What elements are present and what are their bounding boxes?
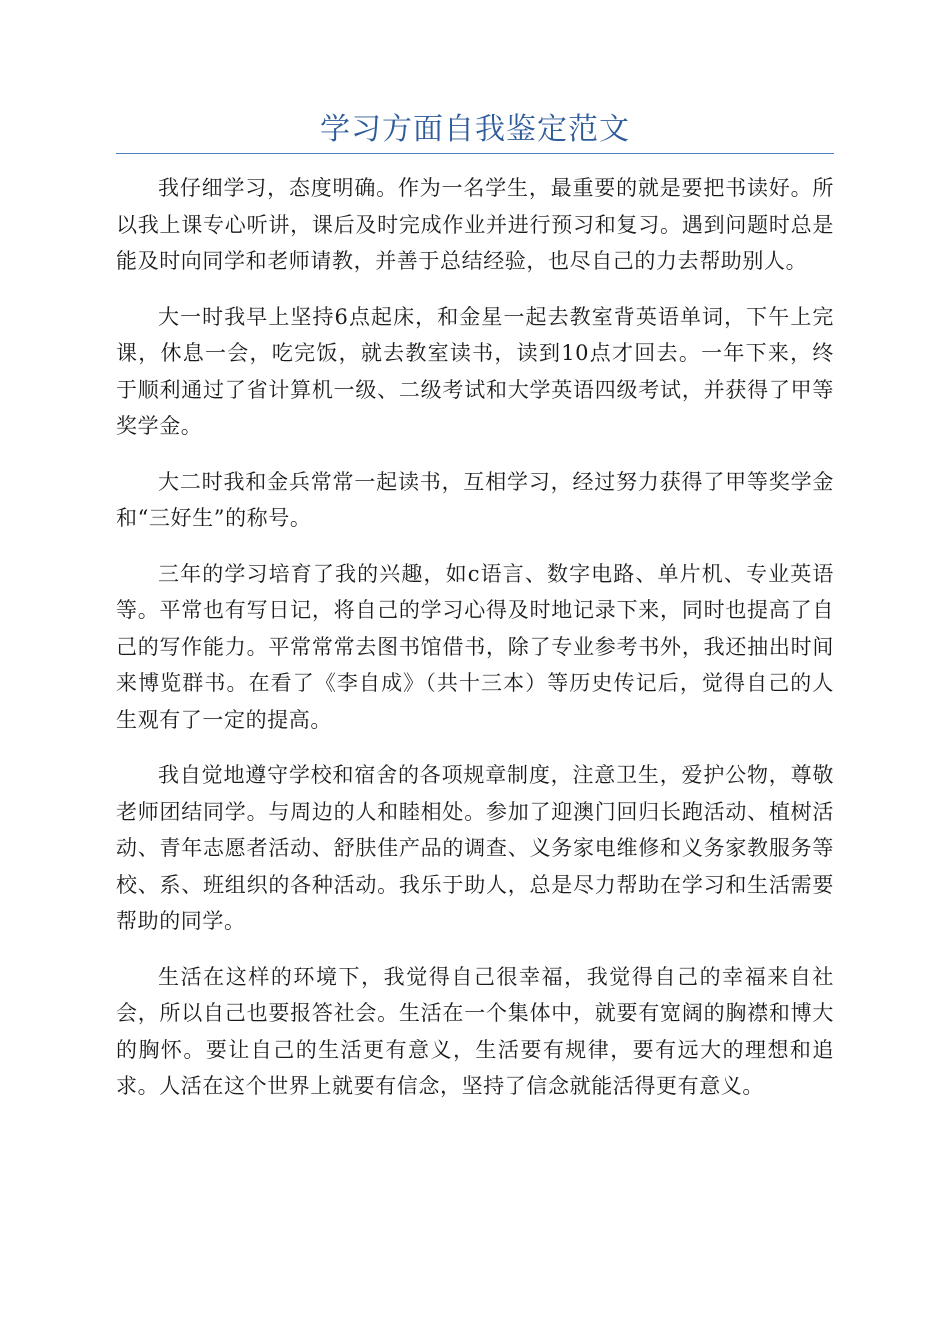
paragraph-4: 三年的学习培育了我的兴趣，如c语言、数字电路、单片机、专业英语等。平常也有写日记，将自己的学习心得及时地记录下来，同时也提高了自己的写作能力。平常常常去图书馆借书，除了专业参考书外，我还抽出时间来博览群书。在看了《李自成》（共十三本）等历史传记后，觉得自己的人生观有了一定的提高。 xyxy=(116,561,834,732)
paragraph-6: 生活在这样的环境下，我觉得自己很幸福，我觉得自己的幸福来自社会，所以自己也要报答社会。生活在一个集体中，就要有宽阔的胸襟和博大的胸怀。要让自己的生活更有意义，生活要有规律，要有远大的理想和追求。人活在这个世界上就要有信念，坚持了信念就能活得更有意义。 xyxy=(116,964,834,1098)
title-underline xyxy=(116,153,834,154)
paragraph-1: 我仔细学习，态度明确。作为一名学生，最重要的就是要把书读好。所以我上课专心听讲，课后及时完成作业并进行预习和复习。遇到问题时总是能及时向同学和老师请教，并善于总结经验，也尽自己的力去帮助别人。 xyxy=(116,176,834,273)
document-body xyxy=(116,170,834,1124)
paragraph-3: 大二时我和金兵常常一起读书，互相学习，经过努力获得了甲等奖学金和“三好生”的称号。 xyxy=(116,469,834,530)
paragraph-2: 大一时我早上坚持6点起床，和金星一起去教室背英语单词，下午上完课，休息一会，吃完饭，就去教室读书，读到10点才回去。一年下来，终于顺利通过了省计算机一级、二级考试和大学英语四级考试，并获得了甲等奖学金。 xyxy=(116,304,834,438)
page-title: 学习方面自我鉴定范文 xyxy=(320,112,630,147)
paragraph-5: 我自觉地遵守学校和宿舍的各项规章制度，注意卫生，爱护公物，尊敬老师团结同学。与周边的人和睦相处。参加了迎澳门回归长跑活动、植树活动、青年志愿者活动、舒肤佳产品的调查、义务家电维修和义务家教服务等校、系、班组织的各种活动。我乐于助人，总是尽力帮助在学习和生活需要帮助的同学。 xyxy=(116,763,834,933)
